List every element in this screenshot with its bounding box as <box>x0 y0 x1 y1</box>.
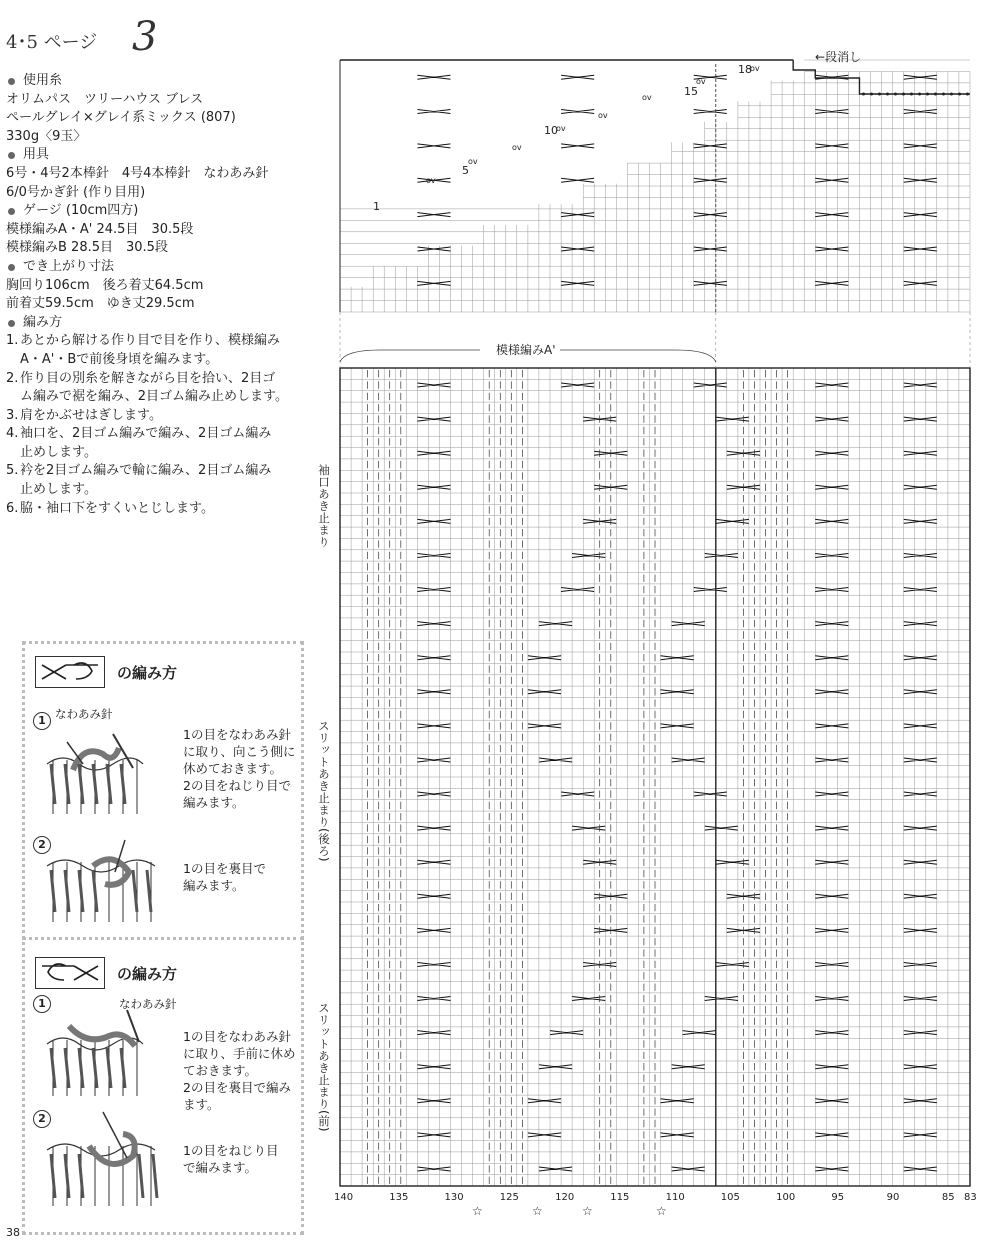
yarn-line: オリムパス ツリーハウス ブレス <box>6 91 204 107</box>
x-tick-label: 90 <box>886 1192 900 1203</box>
gauge-line: 模様編みB 28.5目 30.5段 <box>6 240 168 256</box>
front-slit-label: スリットあき止まり(前) <box>317 1002 331 1132</box>
star-marker: ☆ <box>656 1204 667 1218</box>
technique-1-step-1-text: 1の目をなわあみ針 に取り、向こう側に 休めておきます。 2の目をねじり目で 編みます。 <box>183 727 296 810</box>
row-label-15: 15 <box>684 85 698 98</box>
step-1-circle: 1 <box>33 995 51 1013</box>
bind-off-dot <box>942 93 945 96</box>
technique-2-step-1-text: 1の目をなわあみ針 に取り、手前に休め ておきます。 2の目を裏目で編み ます。 <box>183 1029 296 1112</box>
x-tick-label: 83 <box>964 1192 977 1203</box>
method-heading: 編み方 <box>6 314 326 333</box>
bind-off-dot <box>886 93 889 96</box>
tools-heading: 用具 <box>6 146 326 165</box>
back-slit-label: スリットあき止まり(後ろ) <box>317 720 331 862</box>
bind-off-dot <box>902 93 905 96</box>
page-number: 38 <box>6 1226 20 1239</box>
yarn-heading: 使用糸 <box>6 72 326 91</box>
size-line: 胸回り106cm 後ろ着丈64.5cm <box>6 277 204 293</box>
bind-off-dot <box>910 93 913 96</box>
page-reference: 4･5 ページ <box>6 32 98 53</box>
x-tick-label: 95 <box>831 1192 845 1203</box>
sleeve-opening-label: 袖口あき止まり <box>317 464 331 548</box>
step-2-circle: 2 <box>33 1110 51 1128</box>
ov-label: ov <box>598 111 608 120</box>
cable-needle-label: なわあみ針 <box>119 997 177 1011</box>
method-step: 2. 作り目の別糸を解きながら目を拾い、2目ゴ ム編みで裾を編み、2目ゴム編み止めします。 <box>6 370 289 405</box>
gauge-heading: ゲージ (10cm四方) <box>6 202 326 221</box>
x-tick-label: 110 <box>665 1192 685 1203</box>
x-tick-label: 120 <box>555 1192 575 1203</box>
method-step: 1. あとから解ける作り目で目を作り、模様編み A・A'・Bで前後身頃を編みます。 <box>6 333 281 367</box>
ov-label: ov <box>468 157 478 166</box>
star-marker: ☆ <box>532 1204 543 1218</box>
x-tick-label: 115 <box>610 1192 630 1203</box>
upper-grid-lines <box>340 60 970 312</box>
ov-label: ov <box>426 176 436 185</box>
method-step: 3. 肩をかぶせはぎします。 <box>6 407 162 423</box>
size-line: 前着丈59.5cm ゆき丈29.5cm <box>6 296 195 312</box>
ov-label: ov <box>750 64 760 73</box>
method-step: 6. 脇・袖口下をすくいとじします。 <box>6 500 214 516</box>
size-heading: でき上がり寸法 <box>6 258 326 277</box>
pattern-number: 3 <box>132 14 158 60</box>
cable-needle-label: なわあみ針 <box>55 707 113 721</box>
method-step: 5. 衿を2目ゴム編みで輪に編み、2目ゴム編み 止めします。 <box>6 463 272 498</box>
x-tick-label: 140 <box>334 1192 354 1203</box>
method-step: 4. 袖口を、2目ゴム編みで編み、2目ゴム編み 止めします。 <box>6 426 272 460</box>
row-label-1: 1 <box>373 200 380 213</box>
row-label-18: 18 <box>738 63 752 76</box>
tools-line: 6/0号かぎ針 (作り目用) <box>6 184 146 200</box>
bind-off-dot <box>926 93 929 96</box>
pattern-a-prime-label: 模様編みA' <box>492 341 560 358</box>
bind-off-label: ←段消し <box>815 50 862 64</box>
gauge-line: 模様編みA・A' 24.5目 30.5段 <box>6 221 194 237</box>
bind-off-dot <box>862 93 865 96</box>
bind-off-dot <box>966 93 969 96</box>
technique-2-step-2-text: 1の目をねじり目 で編みます。 <box>183 1143 279 1175</box>
ov-label: ov <box>642 93 652 102</box>
bind-off-dot <box>878 93 881 96</box>
x-tick-label: 105 <box>720 1192 740 1203</box>
bind-off-dot <box>950 93 953 96</box>
technique-2-title: の編み方 <box>117 965 178 983</box>
yarn-line: ペールグレイ×グレイ系ミックス (807) <box>6 110 236 126</box>
bind-off-dot <box>958 93 961 96</box>
x-tick-label: 125 <box>499 1192 519 1203</box>
ov-label: ov <box>696 77 706 86</box>
tools-line: 6号・4号2本棒針 4号4本棒針 なわあみ針 <box>6 165 269 181</box>
bind-off-dot <box>870 93 873 96</box>
upper-cable-cross-symbols <box>417 75 936 285</box>
x-tick-label: 100 <box>776 1192 796 1203</box>
bind-off-dot <box>918 93 921 96</box>
x-tick-label: 85 <box>941 1192 955 1203</box>
step-2-circle: 2 <box>33 836 51 854</box>
technique-1-title: の編み方 <box>117 664 178 682</box>
technique-1-step-2-text: 1の目を裏目で 編みます。 <box>183 861 266 893</box>
row-label-10: 10 <box>544 124 558 137</box>
ov-label: ov <box>556 124 566 133</box>
ov-label: ov <box>512 143 522 152</box>
bind-off-dot <box>894 93 897 96</box>
x-tick-label: 135 <box>389 1192 409 1203</box>
star-marker: ☆ <box>472 1204 483 1218</box>
step-1-circle: 1 <box>33 712 51 730</box>
x-tick-label: 130 <box>444 1192 464 1203</box>
bind-off-dot <box>934 93 937 96</box>
star-marker: ☆ <box>582 1204 593 1218</box>
row-label-5: 5 <box>462 164 469 177</box>
yarn-line: 330g〈9玉〉 <box>6 128 87 144</box>
